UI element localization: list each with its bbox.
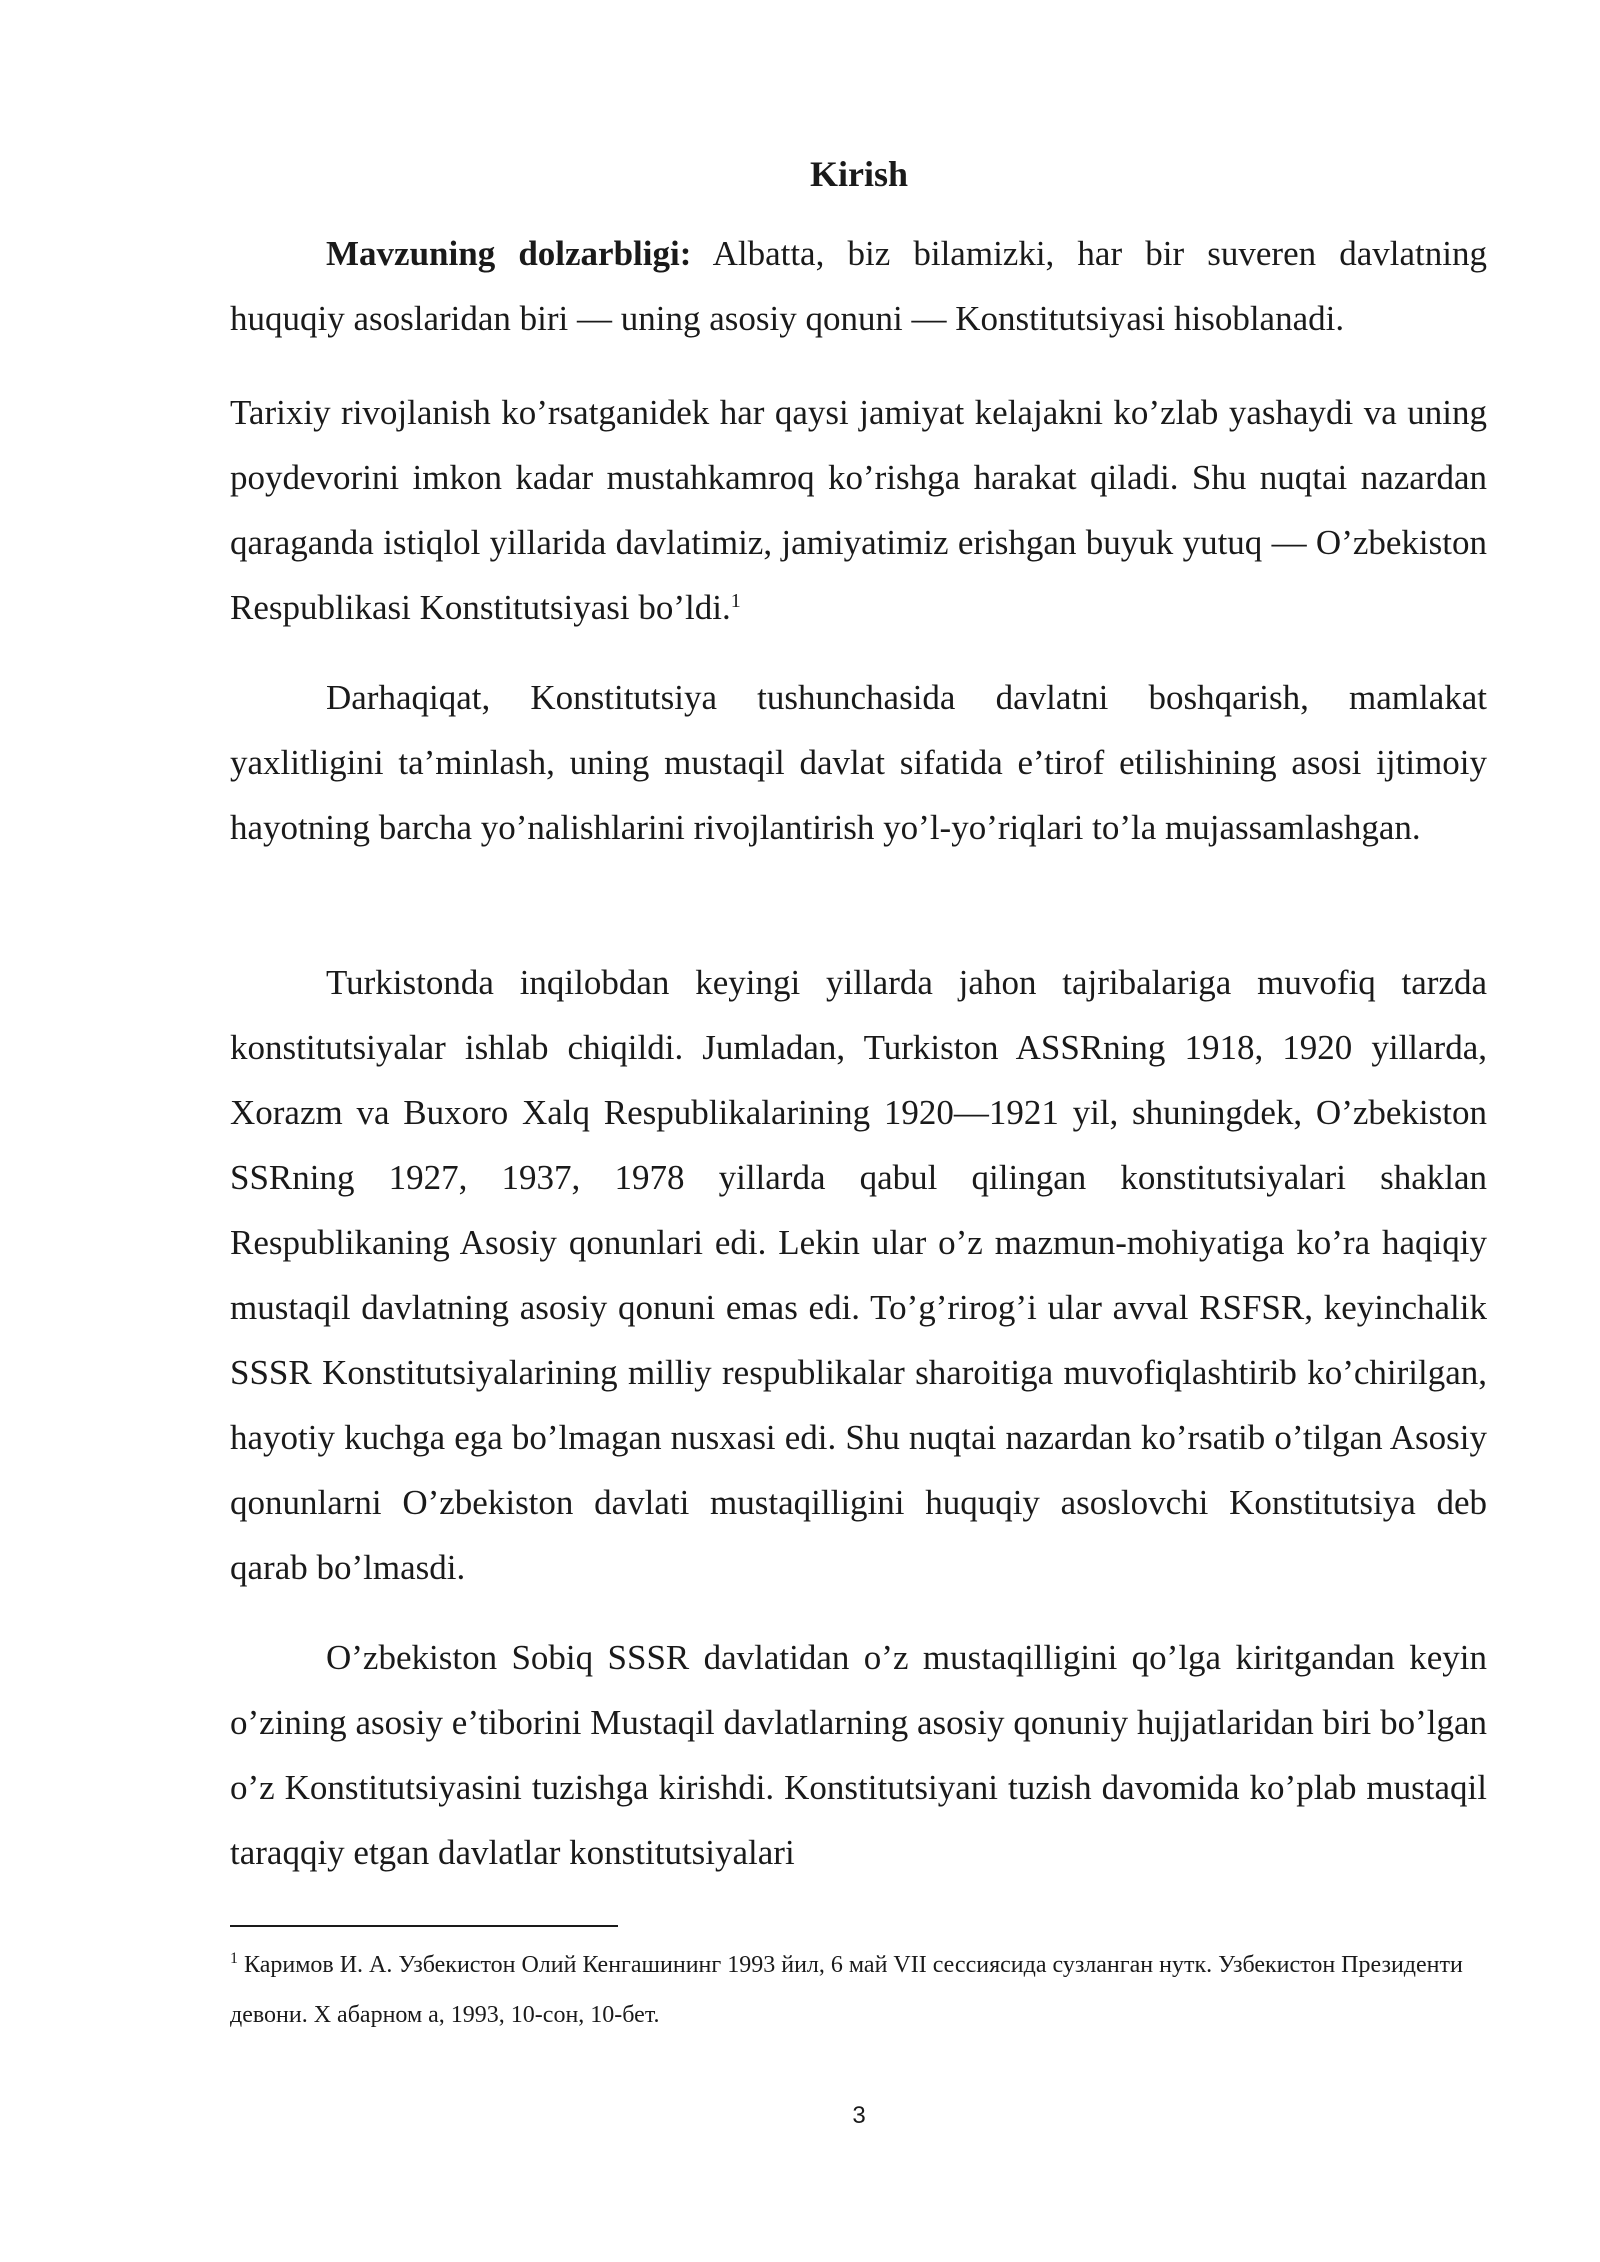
page-number: 3 [852,2102,866,2129]
footnote-marker: 1 [230,1950,238,1967]
paragraph-lead: Mavzuning dolzarbligi: [326,234,692,273]
paragraph-turkestan-constitutions [230,950,1487,1600]
footnote-reference[interactable]: 1 [730,590,741,612]
paragraph-text: Tarixiy rivojlanish ko’rsatganidek har qaysi jamiyat kelajakni ko’zlab yashaydi va uning poydevorini imkon kadar mustahkamroq ko’rishga harakat qiladi. Shu nuqtai nazardan qaraganda istiqlol yillarida davlatimiz, jamiyatimiz erishgan buyuk yutuq — O’zbekiston Respublikasi Konstitutsiyasi bo’ldi. [230,393,1487,627]
paragraph-constitution-concept [230,665,1487,860]
footnote-separator [230,1925,618,1927]
paragraph-text: Turkistonda inqilobdan keyingi yillarda jahon tajribalariga muvofiq tarzda konstitutsiyalar ishlab chiqildi. Jumladan, Turkiston ASSRning 1918, 1920 yillarda, Xorazm va Buxoro Xalq Respublikalarining 1920—1921 yil, shuningdek, O’zbekiston SSRning 1927, 1937, 1978 yillarda qabul qilingan konstitutsiyalari shaklan Respublikaning Asosiy qonunlari edi. Lekin ular o’z mazmun-mohiyatiga ko’ra haqiqiy mustaqil davlatning asosiy qonuni emas edi. To’g’rirog’i ular avval RSFSR, keyinchalik SSSR Konstitutsiyalarining milliy respublikalar sharoitiga muvofiqlashtirib ko’chirilgan, hayotiy kuchga ega bo’lmagan nusxasi edi. Shu nuqtai nazardan ko’rsatib o’tilgan Asosiy qonunlarni O’zbekiston davlati mustaqilligini huquqiy asoslovchi Konstitutsiya deb qarab bo’lmasdi. [230,963,1487,1587]
section-title: Kirish [809,154,908,194]
paragraph-text: O’zbekiston Sobiq SSSR davlatidan o’z mustaqilligini qo’lga kiritgandan keyin o’zining asosiy e’tiborini Mustaqil davlatlarning asosiy qonuniy hujjatlaridan biri bo’lgan o’z Konstitutsiyasini tuzishga kirishdi. Konstitutsiyani tuzish davomida ko’plab mustaqil taraqqiy etgan davlatlar konstitutsiyalari [230,1638,1487,1872]
paragraph-text: Albatta, biz bilamizki, har bir suveren davlatning huquqiy asoslaridan biri — uning asosiy qonuni — Konstitutsiyasi hisoblanadi. [230,234,1487,338]
paragraph-independence [230,1625,1487,1885]
footnote [230,1940,1487,2040]
paragraph-relevance [230,221,1487,351]
footnote-text: Каримов И. А. Узбекистон Олий Кенгашининг 1993 йил, 6 май VII сессиясида сузланган нутк. Узбекистон Президенти девони. Х абарном а, 1993, 10-сон, 10-бет. [230,1952,1463,2028]
paragraph-history [230,380,1487,640]
paragraph-text: Darhaqiqat, Konstitutsiya tushunchasida davlatni boshqarish, mamlakat yaxlitligini ta’minlash, uning mustaqil davlat sifatida e’tirof etilishining asosi ijtimoiy hayotning barcha yo’nalishlarini rivojlantirish yo’l-yo’riqlari to’la mujassamlashgan. [230,678,1487,847]
